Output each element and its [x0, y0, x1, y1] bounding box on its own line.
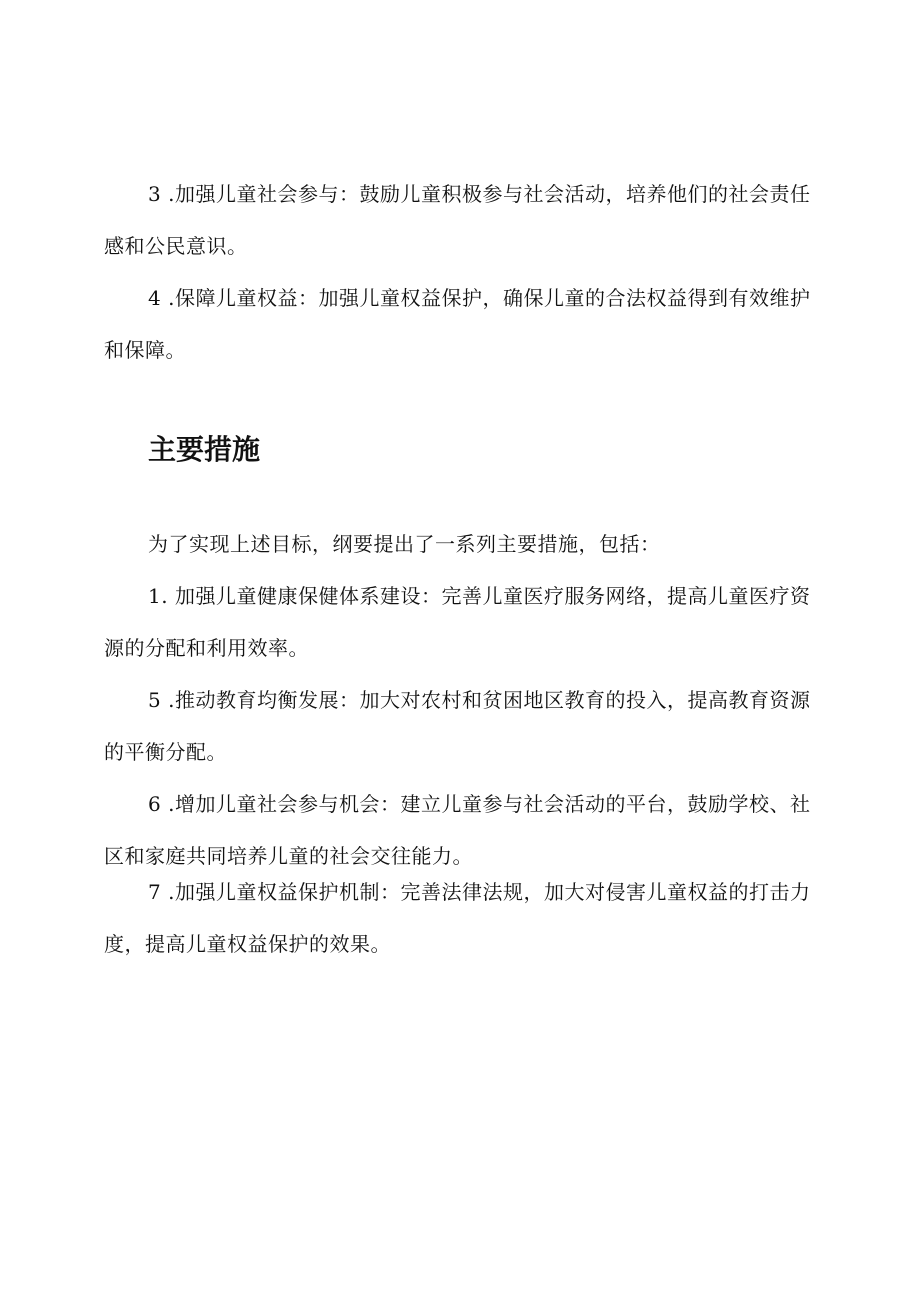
measure-item-5: 5 .推动教育均衡发展：加大对农村和贫困地区教育的投入，提高教育资源的平衡分配。: [104, 688, 811, 764]
measure-item-6: 6 .增加儿童社会参与机会：建立儿童参与社会活动的平台，鼓励学校、社区和家庭共同培养儿童的社会交往能力。: [104, 792, 811, 868]
goal-item-3: 3 .加强儿童社会参与：鼓励儿童积极参与社会活动，培养他们的社会责任感和公民意识。: [104, 182, 811, 258]
measure-item-1: 1. 加强儿童健康保健体系建设：完善儿童医疗服务网络，提高儿童医疗资源的分配和利用效率。: [104, 584, 811, 660]
section-heading: 主要措施: [148, 433, 261, 466]
measure-item-7: 7 .加强儿童权益保护机制：完善法律法规，加大对侵害儿童权益的打击力度，提高儿童权益保护的效果。: [104, 880, 811, 956]
goal-item-4: 4 .保障儿童权益：加强儿童权益保护，确保儿童的合法权益得到有效维护和保障。: [104, 286, 811, 362]
measures-intro: 为了实现上述目标，纲要提出了一系列主要措施，包括：: [148, 532, 661, 556]
